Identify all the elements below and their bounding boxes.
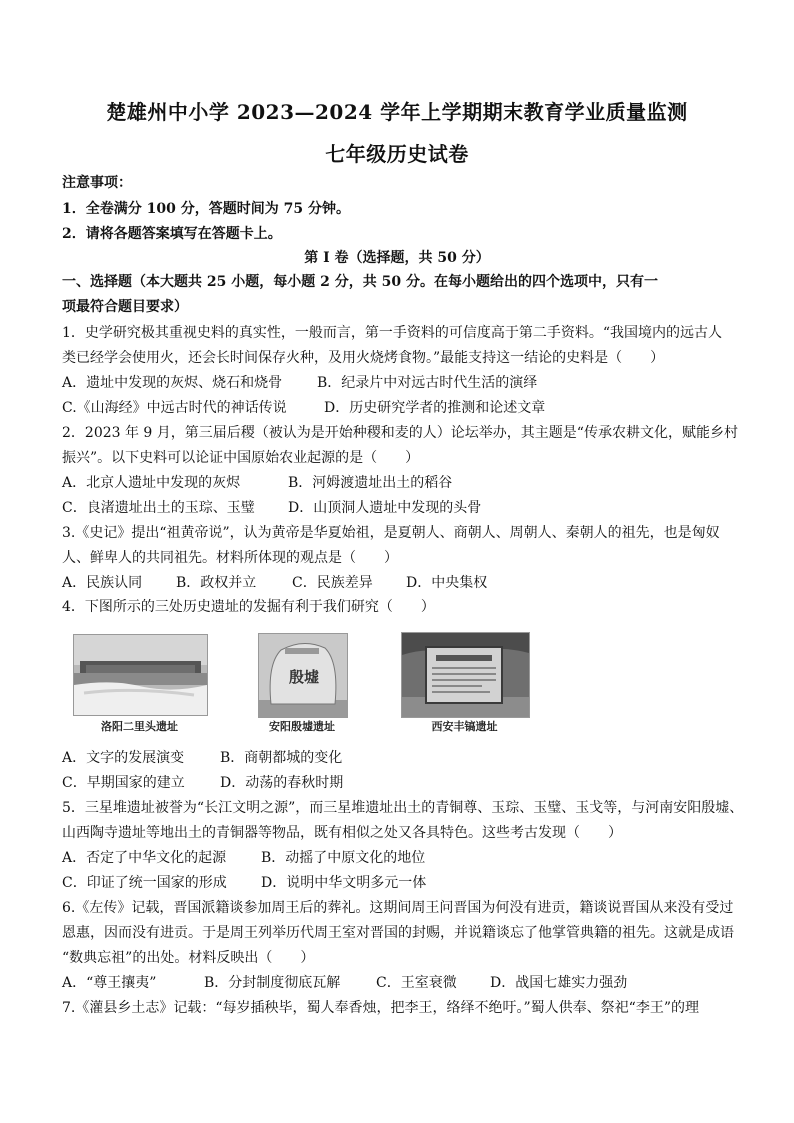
option-c: C．王室衰微 <box>376 975 457 991</box>
option-b: B．河姆渡遗址出土的稻谷 <box>288 475 453 491</box>
option-a: A．否定了中华文化的起源 <box>62 850 227 866</box>
option-d: D．战国七雄实力强劲 <box>490 975 628 991</box>
option-c: C．良渚遗址出土的玉琮、玉璧 <box>62 500 255 516</box>
section-title: 第 Ⅰ 卷（选择题，共 50 分） <box>304 250 490 266</box>
option-c: C．早期国家的建立 <box>62 775 185 791</box>
photo-caption: 西安丰镐遗址 <box>431 720 498 733</box>
option-c: C．民族差异 <box>292 575 373 591</box>
question-stem: 6.《左传》记载，晋国派籍谈参加周王后的葬礼。这期间周王问晋国为何没有进贡，籍谈说晋国从来没有受过 <box>62 900 734 916</box>
option-d: D．说明中华文明多元一体 <box>261 875 427 891</box>
question-stem: 类已经学会使用火，还会长时间保存火种，及用火烧烤食物。”最能支持这一结论的史料是（ ） <box>62 350 665 366</box>
option-row <box>62 374 738 392</box>
option-row <box>62 774 738 792</box>
question-stem: 1．史学研究极其重视史料的真实性，一般而言，第一手资料的可信度高于第二手资料。“我国境内的远古人 <box>62 325 723 341</box>
question-stem: 山西陶寺遗址等地出土的青铜器等物品，既有相似之处又各具特色。这些考古发现（ ） <box>62 825 622 841</box>
option-row <box>62 399 738 417</box>
yinxu-site-photo <box>258 633 348 718</box>
option-row <box>62 849 738 867</box>
exam-title: 楚雄州中小学 2023—2024 学年上学期期末教育学业质量监测 <box>106 100 688 124</box>
option-a: A．文字的发展演变 <box>62 750 185 766</box>
option-d: D．中央集权 <box>406 575 488 591</box>
option-b: B．分封制度彻底瓦解 <box>204 975 341 991</box>
question-stem: 4．下图所示的三处历史遗址的发掘有利于我们研究（ ） <box>62 599 435 615</box>
option-a: A．遗址中发现的灰烬、烧石和烧骨 <box>62 375 283 391</box>
question-stem: 2．2023 年 9 月，第三届后稷（被认为是开始种稷和麦的人）论坛举办，其主题是“传承农耕文化，赋能乡村 <box>62 425 738 441</box>
question-stem: 7.《灌县乡土志》记载：“每岁插秧毕，蜀人奉香烛，把李王，络绎不绝吁。”蜀人供奉、祭祀“李王”的理 <box>62 1000 699 1016</box>
section-instructions: 项最符合题目要求） <box>62 299 188 315</box>
option-row <box>62 499 738 517</box>
notice-heading: 注意事项： <box>62 175 132 191</box>
question-stem: 人、鲜卑人的共同祖先。材料所体现的观点是（ ） <box>62 550 398 566</box>
question-stem: “数典忘祖”的出处。材料反映出（ ） <box>62 950 315 966</box>
fenghao-site-photo <box>401 632 530 718</box>
notice-item: 2．请将各题答案填写在答题卡上。 <box>62 226 282 242</box>
option-row <box>62 974 738 992</box>
option-row <box>62 574 738 592</box>
notice-item: 1．全卷满分 100 分，答题时间为 75 分钟。 <box>62 201 350 217</box>
option-row <box>62 474 738 492</box>
option-b: B．政权并立 <box>176 575 257 591</box>
question-stem: 5．三星堆遗址被誉为“长江文明之源”，而三星堆遗址出土的青铜尊、玉琮、玉璧、玉戈等，与河南安阳殷墟、 <box>62 800 744 816</box>
option-row <box>62 874 738 892</box>
option-b: B．纪录片中对远古时代生活的演绎 <box>317 375 538 391</box>
option-a: A．北京人遗址中发现的灰烬 <box>62 475 241 491</box>
question-stem: 3.《史记》提出“祖黄帝说”，认为黄帝是华夏始祖，是夏朝人、商朝人、周朝人、秦朝人的祖先，也是匈奴 <box>62 525 720 541</box>
option-d: D．山顶洞人遗址中发现的头骨 <box>288 500 482 516</box>
exam-subtitle: 七年级历史试卷 <box>325 142 469 166</box>
option-c: C.《山海经》中远古时代的神话传说 <box>62 400 287 416</box>
section-instructions: 一、选择题（本大题共 25 小题，每小题 2 分，共 50 分。在每小题给出的四个选项中，只有一 <box>62 274 658 290</box>
question-stem: 恩惠，因而没有进贡。于是周王列举历代周王室对晋国的封赐，并说籍谈忘了他掌管典籍的祖先。这就是成语 <box>62 925 734 941</box>
question-stem: 振兴”。以下史料可以论证中国原始农业起源的是（ ） <box>62 450 420 466</box>
option-a: A．“尊王攘夷” <box>62 975 157 991</box>
stone-inscription: 殷墟 <box>289 668 320 686</box>
option-a: A．民族认同 <box>62 575 143 591</box>
option-c: C．印证了统一国家的形成 <box>62 875 227 891</box>
option-b: B．商朝都城的变化 <box>220 750 343 766</box>
erlitou-site-photo <box>73 634 208 716</box>
option-row <box>62 749 738 767</box>
photo-caption: 洛阳二里头遗址 <box>101 720 178 733</box>
option-b: B．动摇了中原文化的地位 <box>261 850 426 866</box>
option-d: D．历史研究学者的推测和论述文章 <box>324 400 546 416</box>
photo-caption: 安阳殷墟遗址 <box>269 720 335 733</box>
option-d: D．动荡的春秋时期 <box>220 775 344 791</box>
